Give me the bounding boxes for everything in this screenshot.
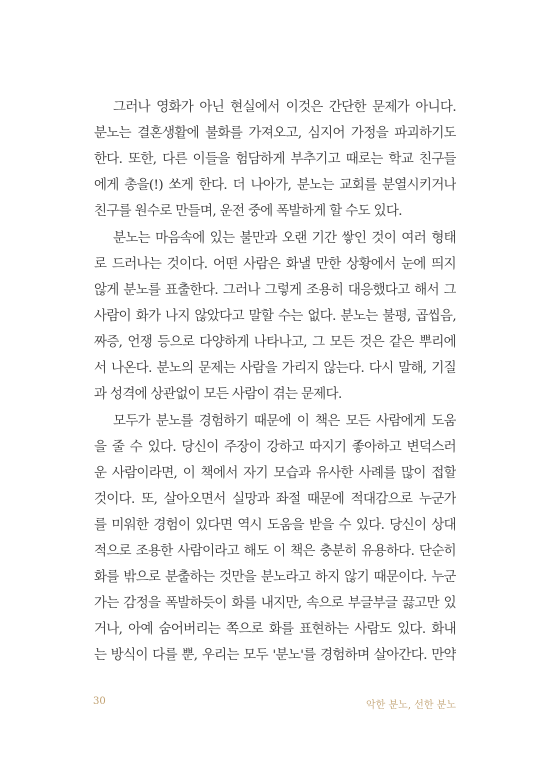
text-line: 친구를 원수로 만들며, 운전 중에 폭발하게 할 수도 있다. xyxy=(94,204,402,219)
text-line: 짜증, 언쟁 등으로 다양하게 나타나고, 그 모든 것은 같은 뿌리에 xyxy=(94,335,456,350)
text-line: 그러나 영화가 아닌 현실에서 이것은 간단한 문제가 아니다. xyxy=(113,100,456,115)
text-line: 한다. 또한, 다른 이들을 험담하게 부추기고 때로는 학교 친구들 xyxy=(94,152,456,167)
text-line: 않게 분노를 표출한다. 그러나 그렇게 조용히 대응했다고 해서 그 xyxy=(94,283,456,298)
text-line: 는 방식이 다를 뿐, 우리는 모두 '분노'를 경험하며 살아간다. 만약 xyxy=(94,648,456,663)
text-line: 가는 감정을 폭발하듯이 화를 내지만, 속으로 부글부글 끓고만 있 xyxy=(94,596,456,611)
text-line: 것이다. 또, 살아오면서 실망과 좌절 때문에 적대감으로 누군가 xyxy=(94,492,456,507)
text-line: 을 줄 수 있다. 당신이 주장이 강하고 따지기 좋아하고 변덕스러 xyxy=(94,440,456,455)
text-line: 분노는 결혼생활에 불화를 가져오고, 심지어 가정을 파괴하기도 xyxy=(94,126,456,141)
text-line: 로 드러나는 것이다. 어떤 사람은 화낼 만한 상황에서 눈에 띄지 xyxy=(94,257,456,272)
text-line: 분노는 마음속에 있는 불만과 오랜 기간 쌓인 것이 여러 형태 xyxy=(113,231,456,246)
text-line: 거나, 아예 숨어버리는 쪽으로 화를 표현하는 사람도 있다. 화내 xyxy=(94,622,456,637)
text-line: 모두가 분노를 경험하기 때문에 이 책은 모든 사람에게 도움 xyxy=(113,414,456,429)
text-line: 운 사람이라면, 이 책에서 자기 모습과 유사한 사례를 많이 접할 xyxy=(94,466,456,481)
text-line: 적으로 조용한 사람이라고 해도 이 책은 충분히 유용하다. 단순히 xyxy=(94,544,456,559)
text-line: 화를 밖으로 분출하는 것만을 분노라고 하지 않기 때문이다. 누군 xyxy=(94,570,456,585)
text-line: 서 나온다. 분노의 문제는 사람을 가리지 않는다. 다시 말해, 기질 xyxy=(94,361,456,376)
text-line: 에게 총을(!) 쏘게 한다. 더 나아가, 분노는 교회를 분열시키거나 xyxy=(94,178,456,193)
text-line: 사람이 화가 나지 않았다고 말할 수는 없다. 분노는 불평, 곱씹음, xyxy=(94,309,456,324)
page-number: 30 xyxy=(93,696,106,707)
text-line: 를 미워한 경험이 있다면 역시 도움을 받을 수 있다. 당신이 상대 xyxy=(94,518,456,533)
running-title: 악한 분노, 선한 분노 xyxy=(366,700,456,711)
text-line: 과 성격에 상관없이 모든 사람이 겪는 문제다. xyxy=(94,387,342,402)
